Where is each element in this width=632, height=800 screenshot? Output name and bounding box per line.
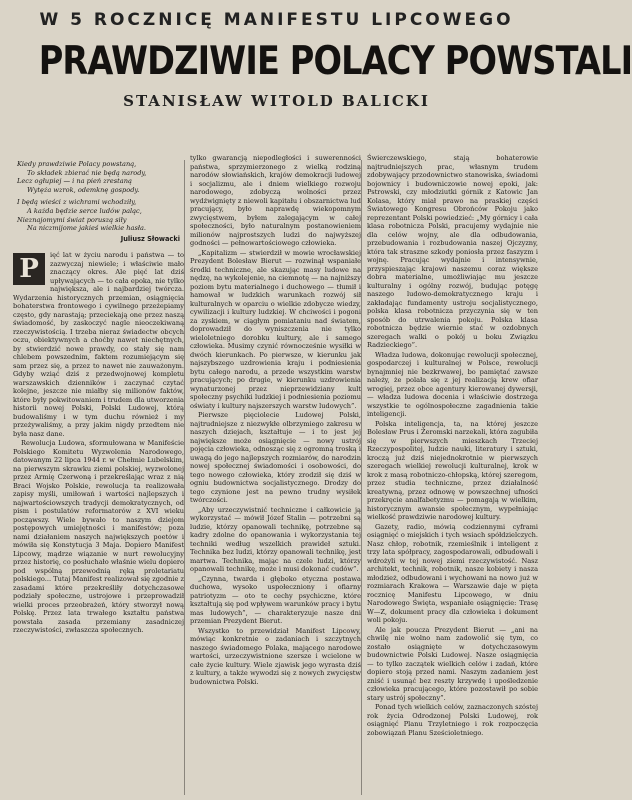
poem-stanza [17, 160, 184, 194]
poem-line: Wytęża wzrok, odemknę gospody. [27, 185, 140, 194]
drop-cap: P [13, 253, 45, 285]
author-byline: STANISŁAW WITOLD BALICKI [123, 92, 430, 110]
paragraph: Rewolucja Ludowa, sformułowana w Manifeście Polskiego Komitetu Wyzwolenia Narodowego, datowanym 22 lipca 1944 r. w Chełmie Lubelskim, na pierwszym skrawku ziemi polskiej, wyzwolonej przez Armię Czerwoną i przekreślając wraz z nią Braci Wojsko Polskie, rewolucja ta realizowała zapisy myśli, umiłowań i wartości najlepszych i najwartościowszych tradycji demokratycznych, od pism i postulatów reformatorów z XVI wieku począwszy. Wiele bywało to naszym dziejom postępowych umiejętności i manifestów; poza nami działaniem naszych największych poetów i mówiła się Konstytucja 3 Maja. Dopiero Manifest Lipcowy, mądrze wiązanie w nurt rewolucyjny przez historię, co posłuchało właśnie wielu dopiero pod wspólną przewodnią ręką proletariatu polskiego... Tutaj Manifest realizował się zgodnie z zasadami które przekreśliły dotychczasowe podziały społeczne, ustrojowe i przeprowadził wielki proces przeobrażeń, który stworzył nową Polskę. Przez lata trwałego kształtu państwa powstała zasada przemiany zasadniczej rzeczywistości, zwłaszcza społecznych. [13, 439, 184, 635]
paragraph: „Kapitalizm — stwierdził w mowie wrocławskiej Prezydent Bolesław Bierut — rozwinął wspaniałe środki techniczne, ale skazując masy ludowe na nędzę, na wykolejenie, na ciemnotę — na najniższy poziom bytu materialnego i duchowego — tłumił i hamował w ludzkich warunkach rozwój sił kulturalnych w oparciu o wielkie zdobycze wiedzy, cywilizacji i kultury ludzkiej. W chciwości i pogoni za zyskiem, w ciągłym pomiataniu nad światem, doprowadził do wyniszczenia nie tylko wieloletniego dorobku kultury, ale i samego człowieka. Musimy czynić równocześnie wysiłki w dwóch kierunkach. Po pierwsze, w kierunku jak najszybszego uzdrowienia kraju i podniesienia bytu całego narodu, a przede wszystkim warstw pracujących; po drugie, w kierunku uzdrowienia wynaturzonej przez nieprzewidziany kult społeczny psychiki ludzkiej i podniesienia poziomu oświaty i kultury najszerszych warstw ludowych”. [190, 248, 361, 410]
paragraph-text: ięć lat w życiu narodu i państwa — to zazwyczaj niewiele; i właściwie mało znaczący okres. Ale pięć lat dziś upływających — to cała epoka, nie tylko największa, ale i najbardziej twórcza. Wydarzenia historycznych przemian, osiągnięcia bohaterstwa frontowego i cywilnego przeżepiamy często, gdy narastają; przeciekają one przez naszą świadomość, by zaskoczyć nagle nieoczekiwaną rzeczywistością. I trzeba nieraz świadectw obcych oczu, obiektywnych a choćby nawet niechętnych, by stwierdzić nowe prawdy, co stały się nam chlebem powszednim, faktem rozumiejącym się sam przez się, a przez to nawet nie zauważonym. Gdyby wziąć dziś z przedwojnowej kompletu warszawskich dzienników i zaczynać czytać kolejne, jeszcze nie miałby się milionów faktów, które były pokwitowaniem i trudem dla utworzenia historii nowej Polski, Polski Ludowej, którą budowaliśmy i w tym duchu również i my przeżywaliśmy, a przy jakim nigdy przedtem nie była nasz dane. [13, 251, 184, 438]
headline: PRAWDZIWIE POLACY POWSTALI [38, 39, 632, 84]
paragraph: Pierwsze pięciolecie Ludowej Polski, najtrudniejsze z niezwykłe olbrzymiego zakresu w naszych dziejach, kształtuje — i to jest jej największe może osiągnięcie — nowy ustrój pojęcia człowieka, odnosząc się z ogromną troską i uwagą do jego najlepszych rozmiarów, do narodzin nowej społecznej świadomości i osobowości, do tego nowego człowieka, który zrodził się dziś w ogniu budownictwa socjalistycznego. Drodzy do tego czynione jest na pewno trudny wysiłek twórczości. [190, 411, 361, 504]
poem-line: To składek zbierać nie będą narody, [27, 168, 147, 177]
paragraph: Gazety, radio, mówią codziennymi cyframi osiągnięć o miejskich i tych wsiach spółdzielczych. Nasz chłop, robotnik, rzemieślnik i inteligent z trzy lata spółpracy, zagospodarowali, odbudowali i wdrożyli w tej nowej ziemi rzeczywistość. Nasz architekt, technik, robotnik, nasze kobiety i nasza młodzież, odbudowani i wychowani na nowo już w rozmiarach Krakowa — Warszawie daje w pięta rocznicę Manifestu Lipcowego, w dniu Narodowego Święta, wspaniałe osiągnięcie: Trasę W—Z, dokument pracy dla człowieka i dokument woli pokoju. [367, 522, 538, 624]
column-2 [190, 154, 361, 800]
paragraph [13, 251, 184, 438]
column-divider [184, 160, 185, 795]
paragraph: Wszystko to przewidział Manifest Lipcowy, mówiąc konkretnie o zadaniach i szczytnych naszego świadomego Polaka, mającego narodowe wartości, urzeczywistnione szersze i wcielone w całe życie kultury. Wiele zjawisk jego wyrasta dziś z kultury, a także wywodzi się z nowych zwycięstw budownictwa Polski. [190, 626, 361, 686]
paragraph: „Aby urzeczywistnić techniczne i całkowicie ją wykorzystać — mówił Józef Stalin — potrzebni są ludzie, którzy opanowali technikę, potrzebne są kadry zdolne do opanowania i wykorzystania tej techniki według wszelkich prawideł sztuki. Technika bez ludzi, którzy opanowali technikę, jest martwa. Technika, mając na czele ludzi, którzy opanowali technikę, może i musi dokonać cudów”. [190, 505, 361, 573]
poem-line: Kiedy prawdziwie Polacy powstaną, [17, 160, 137, 168]
paragraph: tylko gwarancją niepodległości i suwerenności państwa, sprzymierzonego z wielką rodziną narodów słowiańskich, krajów demokracji ludowej i socjalizmu, ale i dniem wielkiego rozwoju narodowego, zdobyczą wolności przez wydźwignięty z niewoli kapitału i obszarnictwa lud pracujący, było naprawdę wiekopomnym zwycięstwem, byłem zalegającym w całej społeczności, było naturalnym postanowieniem milionów najprostszych ludzi do najwyższej godności — pełnowartościowego człowieka. [190, 154, 361, 247]
poem-line: A każda będzie serce ludów paląc, [27, 206, 142, 215]
poem-line: Nieznajomymi świat poruszą siły [17, 215, 127, 224]
anniversary-kicker: W 5 ROCZNICĘ MANIFESTU LIPCOWEGO [39, 10, 514, 30]
paragraph: Ale jak poucza Prezydent Bierut — „ani na chwilę nie wolno nam zadowolić się tym, co zostało osiągnięte w dotychczasowym budownictwie Polski Ludowej. Nasze osiągnięcia — to tylko zaczątek wielkich celów i zadań, które dopiero stoją przed nami. Naszym zadaniem jest zniść i usunąć bez reszty krzywdę i upośledzenie człowieka pracującego, które pozostawił po sobie stary ustrój społeczny”. [367, 625, 538, 702]
column-1 [13, 154, 184, 800]
paragraph: Świerczewskiego, stają bohaterowie najtrudniejszych prac, własnym trudem zdobywający przodownictwo stanowiska, świadomi bojownicy i budowniczowie nowej epoki, jak: Pstrowski, czy młodziutki górnik z Katowic Jan Kolasa, który miał prawo na praskiej części Światowego Kongresu Obrońców Pokoju jako reprezentant Polski powiedzieć: „My górnicy i cała klasa robotnicza Polski, pracujemy wydajnie nie dla celów wojny, ale dla odbudowania, przebudowania i rozbudowania naszej Ojczyzny, która tak straszne szkody poniosła przez faszyzm i wojnę. Pracując wydajnie i intensywnie, przyspieszając krajowi naszemu coraz większe dobra materialne, umożliwiając mu jeszcze kulturalny i ogólny rozwój, budując potęgę naszego ludowo-demokratycznego kraju i zakładając fundamenty ustroju socjalistycznego, polska klasa robotnicza przyczynia się w ten sposób do utrwalenia pokoju. Polska klasa robotnicza będzie wiernie stać w ozdobnych szeregach walki o pokój u boku Związku Radzieckiego”. [367, 154, 538, 349]
column-3 [367, 154, 538, 800]
article-header [0, 0, 632, 111]
poem-line: Na niczmijome jakieś wielkie hasła. [27, 224, 146, 233]
poem-line: Lecz ogłupiej — i na pień zrestaną [17, 177, 132, 186]
paragraph: „Czynna, twarda i głęboko etyczna postawa duchowa, wysoko uspołeczniony i ofiarny patriotyzm — oto te cechy psychiczne, które kształtują się pod wpływem warunków pracy i bytu mas ludowych”, — charakteryzuje nasze dni przemian Prezydent Bierut. [190, 574, 361, 625]
poem-signature: Juliusz Słowacki [120, 234, 180, 243]
paragraph: Polska inteligencja, ta, na której jeszcze Bolesław Prus i Żeromski narzekali, która zagubiła się w pierwszych mieszkach Trzeciej Rzeczypospolitej, ludzie nauki, literatury i sztuki, kroczą już dziś niejednokrotnie w pierwszych szeregach wielkiej rewolucji kulturalnej, krok w krok z masą robotniczo-chłopską, której szeregom, przez studia techniczne, przez działalność kreatywną, przez odnowę w powszechnej ufności przekręcie analfabetyzmu — pomagają w wielkim, historycznym awansie społecznym, wypełniając wielkość prawdziwie narodowej kultury. [367, 419, 538, 521]
paragraph: Władza ludowa, dokonując rewolucji społecznej, gospodarczej i kulturalnej w Polsce, rewolucji bynajmniej nie bezkrwawej, bo pamiętać zawsze należy, że polała się z jej realizacją krew ofiar wrogiej, przez obce agentury kierowanej dywersji, — władza ludowa docenia i właściwie dostrzega wszystkie te ogólnospołeczne zagadnienia takie inteligencji. [367, 350, 538, 418]
epigraph-poem [17, 160, 184, 233]
column-divider [361, 160, 362, 795]
paragraph: Ponad tych wielkich celów, zaznaczonych szóstej rok życia Odrodzonej Polski Ludowej, rok osiągnięć Planu Trzyletniego i rok rozpoczęcia zobowiązań Planu Sześcioletniego. [367, 703, 538, 737]
poem-line: I będą wieści z wichrami wchodziły, [17, 198, 137, 207]
poem-stanza [17, 198, 184, 232]
